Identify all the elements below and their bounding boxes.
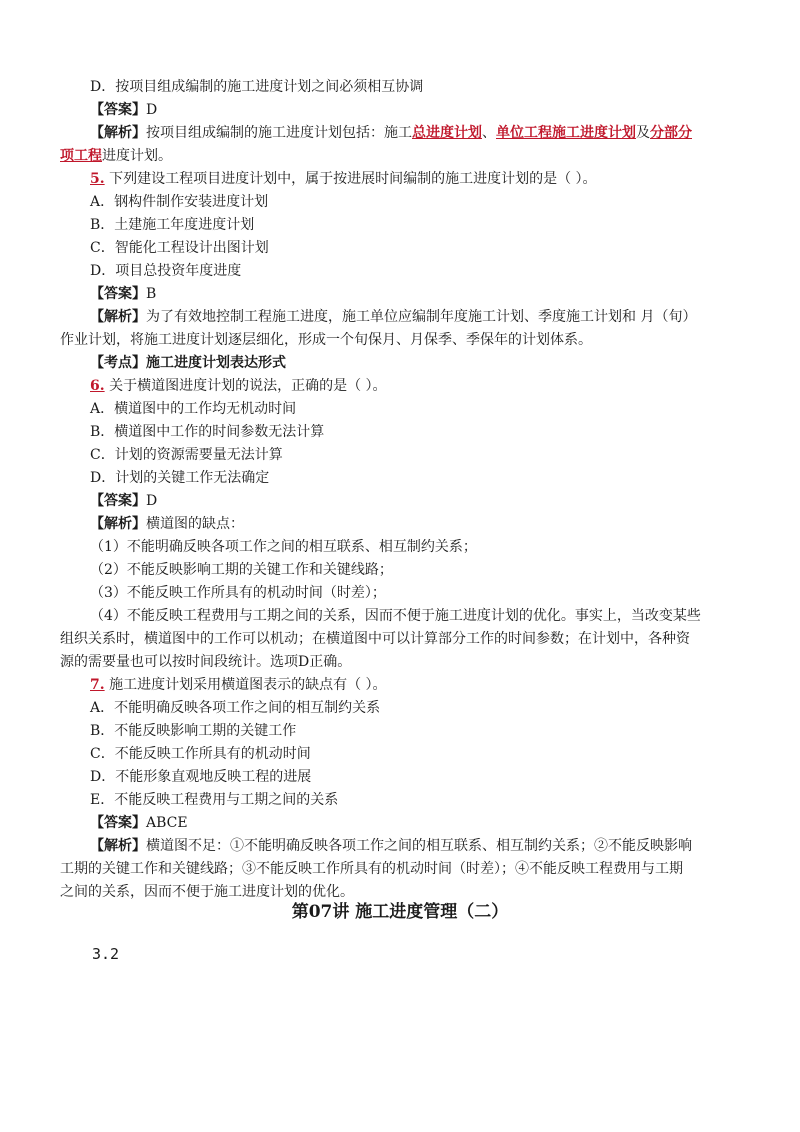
answer-value: ABCE — [146, 815, 188, 831]
question-number: 7. — [90, 677, 105, 693]
answer-tag: 【答案】 — [90, 102, 146, 118]
analysis-text: 进度计划。 — [102, 148, 172, 164]
answer-tag: 【答案】 — [90, 286, 146, 302]
q7-option-a: A．不能明确反映各项工作之间的相互制约关系 — [90, 700, 381, 716]
topic-tag: 【考点】 — [90, 355, 146, 371]
q6-option-a: A．横道图中的工作均无机动时间 — [90, 401, 297, 417]
analysis-text: 按项目组成编制的施工进度计划包括：施工 — [146, 125, 412, 141]
q5-answer — [90, 283, 156, 305]
question-number: 6. — [90, 378, 105, 394]
analysis-tag: 【解析】 — [90, 516, 146, 532]
q6-option-b: B．横道图中工作的时间参数无法计算 — [90, 424, 325, 440]
question-text: 施工进度计划采用横道图表示的缺点有（ ）。 — [104, 677, 387, 693]
answer-value: D — [146, 493, 158, 509]
q5-stem — [90, 168, 597, 190]
q7-answer — [90, 812, 188, 834]
q6-answer — [90, 490, 157, 512]
q6-analysis-head — [90, 513, 244, 535]
q6-point-4-line-3: 源的需要量也可以按时间段统计。选项D正确。 — [60, 654, 352, 670]
q5-analysis-line-2: 作业计划，将施工进度计划逐层细化，形成一个旬保月、月保季、季保年的计划体系。 — [60, 332, 592, 348]
answer-tag: 【答案】 — [90, 815, 146, 831]
q5-option-a: A．钢构件制作安装进度计划 — [90, 194, 269, 210]
q7-analysis-line-3: 之间的关系，因而不便于施工进度计划的优化。 — [60, 884, 354, 900]
q6-stem — [90, 375, 387, 397]
analysis-text: 横道图不足：①不能明确反映各项工作之间的相互联系、相互制约关系；②不能反映影响 — [146, 838, 692, 854]
q5-option-b: B．土建施工年度进度计划 — [90, 217, 255, 233]
term-total-schedule: 总进度计划 — [412, 125, 482, 141]
question-text: 关于横道图进度计划的说法，正确的是（ ）。 — [104, 378, 387, 394]
q7-option-d: D．不能形象直观地反映工程的进展 — [90, 769, 312, 785]
q6-point-3: （3）不能反映工作所具有的机动时间（时差）； — [90, 585, 386, 601]
topic-text: 施工进度计划表达形式 — [146, 355, 286, 371]
term-subdivision-a: 分部分 — [650, 125, 692, 141]
separator: 、 — [482, 125, 496, 141]
analysis-tag: 【解析】 — [90, 125, 146, 141]
q4-analysis-line-1 — [90, 122, 692, 144]
separator: 及 — [636, 125, 650, 141]
analysis-text: 横道图的缺点： — [146, 516, 244, 532]
q7-option-c: C．不能反映工作所具有的机动时间 — [90, 746, 311, 762]
topic-heading — [90, 352, 286, 374]
answer-tag: 【答案】 — [90, 493, 146, 509]
analysis-tag: 【解析】 — [90, 309, 146, 325]
q7-option-e: E．不能反映工程费用与工期之间的关系 — [90, 792, 339, 808]
q4-option-d: D．按项目组成编制的施工进度计划之间必须相互协调 — [90, 79, 424, 95]
q5-analysis-line-1 — [90, 306, 696, 328]
q4-analysis-line-2 — [60, 145, 172, 167]
analysis-tag: 【解析】 — [90, 838, 146, 854]
q4-answer — [90, 99, 157, 121]
answer-value: B — [146, 286, 157, 302]
term-unit-schedule: 单位工程施工进度计划 — [496, 125, 636, 141]
q6-point-4-line-2: 组织关系时，横道图中的工作可以机动；在横道图中可以计算部分工作的时间参数；在计划中，各种资 — [60, 631, 690, 647]
answer-value: D — [146, 102, 158, 118]
section-number: 3.2 — [92, 945, 120, 963]
question-number: 5. — [90, 171, 105, 187]
analysis-text: 为了有效地控制工程施工进度，施工单位应编制年度施工计划、季度施工计划和 月（旬） — [146, 309, 697, 325]
q7-analysis-line-1 — [90, 835, 692, 857]
q6-point-4-line-1: （4）不能反映工程费用与工期之间的关系，因而不便于施工进度计划的优化。事实上，当改变某些 — [90, 608, 701, 624]
q6-point-1: （1）不能明确反映各项工作之间的相互联系、相互制约关系； — [90, 539, 477, 555]
q7-stem — [90, 674, 387, 696]
q6-option-c: C．计划的资源需要量无法计算 — [90, 447, 283, 463]
q6-point-2: （2）不能反映影响工期的关键工作和关键线路； — [90, 562, 393, 578]
q5-option-d: D．项目总投资年度进度 — [90, 263, 242, 279]
q6-option-d: D．计划的关键工作无法确定 — [90, 470, 270, 486]
q7-analysis-line-2: 工期的关键工作和关键线路；③不能反映工作所具有的机动时间（时差）；④不能反映工程费用与工期 — [60, 861, 683, 877]
q7-option-b: B．不能反映影响工期的关键工作 — [90, 723, 297, 739]
term-subdivision-b: 项工程 — [60, 148, 102, 164]
q5-option-c: C．智能化工程设计出图计划 — [90, 240, 269, 256]
lecture-title: 第07讲 施工进度管理（二） — [291, 902, 509, 922]
question-text: 下列建设工程项目进度计划中，属于按进展时间编制的施工进度计划的是（ ）。 — [104, 171, 597, 187]
